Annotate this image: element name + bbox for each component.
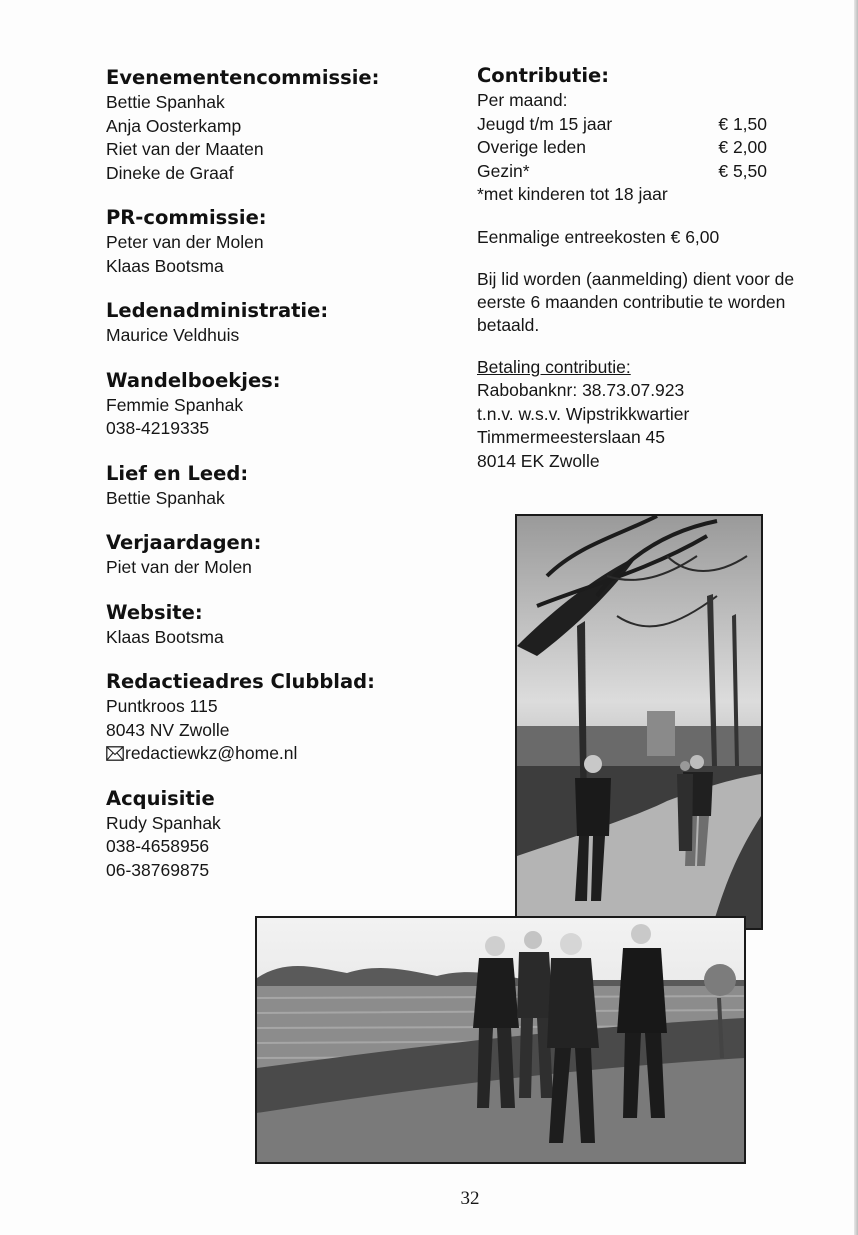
payment-line: Rabobanknr: 38.73.07.923: [477, 380, 685, 400]
email-address[interactable]: redactiewkz@home.nl: [125, 743, 298, 763]
name-line: Bettie Spanhak: [106, 487, 225, 508]
name-line: Dineke de Graaf: [106, 162, 234, 183]
name-line: Maurice Veldhuis: [106, 325, 240, 345]
right-column: [477, 62, 837, 492]
fee-amount: € 5,50: [718, 160, 767, 181]
name-line: Riet van der Maaten: [106, 139, 264, 159]
name-line: Anja Oosterkamp: [106, 115, 242, 136]
name-line: Peter van der Molen: [106, 232, 264, 252]
heading-betaling: Betaling contributie:: [477, 356, 631, 377]
fee-label: Jeugd t/m 15 jaar: [477, 113, 613, 134]
address-line: Puntkroos 115: [106, 696, 218, 716]
section-contributie: [477, 62, 837, 207]
phone-line: 06-38769875: [106, 859, 210, 880]
page-number: 32: [460, 1188, 480, 1209]
heading-redactieadres: Redactieadres Clubblad:: [106, 670, 375, 693]
name-line: Piet van der Molen: [106, 557, 252, 577]
group-walk-photo: [255, 916, 746, 1164]
fee-label: Overige leden: [477, 137, 586, 157]
address-line: 8043 NV Zwolle: [106, 719, 230, 740]
page-edge: [854, 0, 858, 1235]
section-lief-en-leed: [106, 460, 446, 511]
name-line: Klaas Bootsma: [106, 626, 224, 647]
section-wandelboekjes: [106, 367, 446, 441]
fee-label: Gezin*: [477, 160, 530, 181]
payment-line: Timmermeesterslaan 45: [477, 427, 666, 447]
payment-line: t.n.v. w.s.v. Wipstrikkwartier: [477, 403, 690, 424]
entree-text: Eenmalige entreekosten € 6,00: [477, 226, 720, 247]
heading-acquisitie: Acquisitie: [106, 786, 215, 810]
heading-pr: PR-commissie:: [106, 206, 267, 229]
fee-amount: € 1,50: [718, 113, 767, 134]
section-ledenadministratie: [106, 297, 446, 348]
heading-lief-en-leed: Lief en Leed:: [106, 461, 249, 485]
phone-line: 038-4658956: [106, 836, 210, 856]
phone-line: 038-4219335: [106, 418, 210, 438]
heading-website: Website:: [106, 600, 203, 624]
left-column: [106, 64, 446, 901]
name-line: Bettie Spanhak: [106, 92, 225, 112]
section-pr: [106, 204, 446, 278]
section-betaling: [477, 356, 837, 474]
heading-ledenadministratie: Ledenadministratie:: [106, 299, 329, 322]
fee-row: [477, 113, 767, 137]
envelope-icon: [106, 746, 124, 761]
name-line: Femmie Spanhak: [106, 394, 244, 415]
heading-contributie: Contributie:: [477, 64, 610, 87]
fee-row: [477, 136, 767, 160]
heading-evenementen: Evenementencommissie:: [106, 66, 380, 89]
name-line: Rudy Spanhak: [106, 812, 221, 833]
section-acquisitie: [106, 785, 446, 883]
contributie-intro: Per maand:: [477, 90, 568, 110]
park-walk-photo: [515, 514, 763, 930]
email-line: [106, 742, 446, 766]
section-redactieadres: [106, 668, 446, 766]
section-website: [106, 599, 446, 650]
name-line: Klaas Bootsma: [106, 255, 224, 276]
fee-row: [477, 160, 767, 184]
heading-verjaardagen: Verjaardagen:: [106, 531, 262, 554]
heading-wandelboekjes: Wandelboekjes:: [106, 368, 281, 392]
section-verjaardagen: [106, 529, 446, 580]
fee-amount: € 2,00: [718, 137, 767, 157]
fee-note: *met kinderen tot 18 jaar: [477, 184, 668, 204]
lidworden-text: Bij lid worden (aanmelding) dient voor de eerste 6 maanden contributie te worden betaald.: [477, 268, 795, 335]
payment-line: 8014 EK Zwolle: [477, 450, 600, 471]
section-evenementen: [106, 64, 446, 185]
